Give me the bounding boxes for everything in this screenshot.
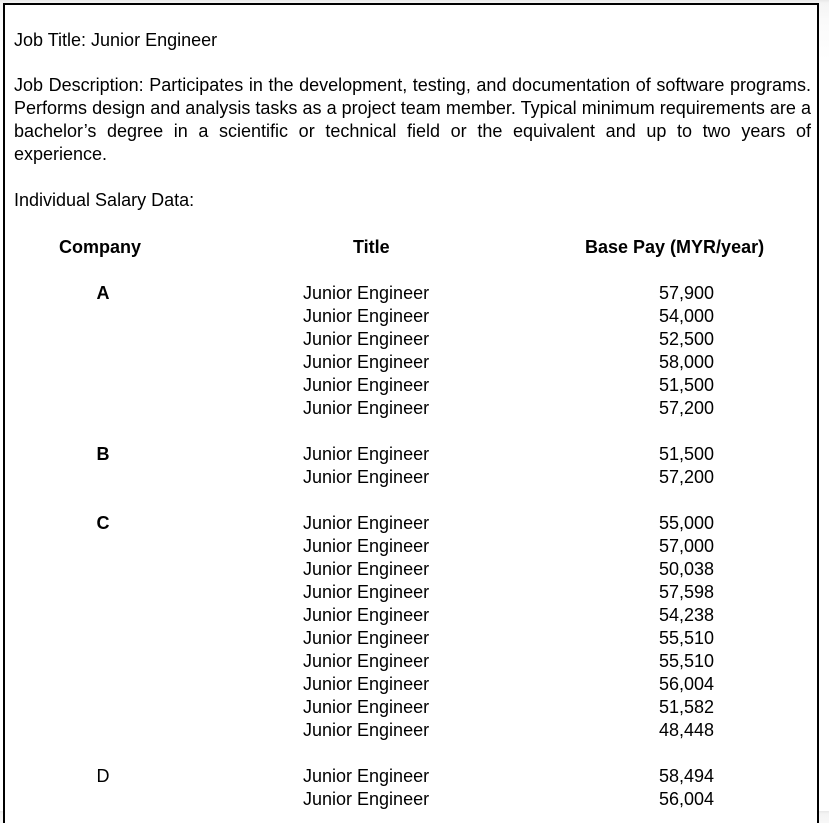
table-row xyxy=(5,765,821,788)
table-row xyxy=(5,696,821,719)
title-cell: Junior Engineer xyxy=(303,651,430,671)
pay-cell: 54,000 xyxy=(658,306,714,326)
title-cell: Junior Engineer xyxy=(303,467,430,487)
table-row xyxy=(5,443,821,466)
pay-cell: 55,510 xyxy=(658,651,714,671)
table-row xyxy=(5,282,821,305)
title-cell: Junior Engineer xyxy=(303,398,430,418)
group-spacer xyxy=(5,742,821,765)
table-row xyxy=(5,374,821,397)
group-spacer xyxy=(5,489,821,512)
document-page xyxy=(3,3,819,823)
company-group-b xyxy=(5,443,821,489)
company-label: B xyxy=(96,444,110,464)
table-row xyxy=(5,397,821,420)
company-group-a xyxy=(5,282,821,420)
job-description: Job Description: Participates in the development, testing, and documentation of software programs. Performs design and analysis tasks as a project team member. Typical minimum requirements are a bachelor’s degree in a scientific or technical field or the equivalent and up to two years of experience. xyxy=(14,75,811,164)
pay-cell: 56,004 xyxy=(658,674,714,694)
title-cell: Junior Engineer xyxy=(303,513,430,533)
pay-cell: 54,238 xyxy=(658,605,714,625)
title-cell: Junior Engineer xyxy=(303,582,430,602)
pay-cell: 52,500 xyxy=(658,329,714,349)
pay-cell: 55,000 xyxy=(658,513,714,533)
company-label: A xyxy=(96,283,110,303)
title-cell: Junior Engineer xyxy=(303,674,430,694)
pay-cell: 55,510 xyxy=(658,628,714,648)
pay-cell: 57,598 xyxy=(658,582,714,602)
pay-cell: 58,000 xyxy=(658,352,714,372)
title-cell: Junior Engineer xyxy=(303,720,430,740)
table-row xyxy=(5,719,821,742)
table-row xyxy=(5,328,821,351)
table-row xyxy=(5,788,821,811)
table-row xyxy=(5,627,821,650)
title-cell: Junior Engineer xyxy=(303,605,430,625)
table-row xyxy=(5,581,821,604)
column-header-title: Title xyxy=(353,237,390,257)
title-cell: Junior Engineer xyxy=(303,628,430,648)
pay-cell: 58,494 xyxy=(658,766,714,786)
table-row xyxy=(5,558,821,581)
company-label: C xyxy=(96,513,110,533)
title-cell: Junior Engineer xyxy=(303,766,430,786)
pay-cell: 48,448 xyxy=(658,720,714,740)
company-group-c xyxy=(5,512,821,742)
title-cell: Junior Engineer xyxy=(303,375,430,395)
company-group-d xyxy=(5,765,821,811)
table-row xyxy=(5,512,821,535)
title-cell: Junior Engineer xyxy=(303,352,430,372)
job-title: Job Title: Junior Engineer xyxy=(14,30,218,50)
table-row xyxy=(5,604,821,627)
title-cell: Junior Engineer xyxy=(303,283,430,303)
company-label: D xyxy=(96,766,110,786)
title-cell: Junior Engineer xyxy=(303,697,430,717)
title-cell: Junior Engineer xyxy=(303,329,430,349)
title-cell: Junior Engineer xyxy=(303,444,430,464)
title-cell: Junior Engineer xyxy=(303,559,430,579)
table-row xyxy=(5,535,821,558)
pay-cell: 51,500 xyxy=(658,375,714,395)
title-cell: Junior Engineer xyxy=(303,306,430,326)
pay-cell: 51,582 xyxy=(658,697,714,717)
pay-cell: 57,200 xyxy=(658,467,714,487)
pay-cell: 56,004 xyxy=(658,789,714,809)
group-spacer xyxy=(5,420,821,443)
table-row xyxy=(5,466,821,489)
pay-cell: 50,038 xyxy=(658,559,714,579)
column-header-base-pay: Base Pay (MYR/year) xyxy=(585,237,765,257)
pay-cell: 51,500 xyxy=(658,444,714,464)
salary-section-label: Individual Salary Data: xyxy=(14,190,195,210)
pay-cell: 57,900 xyxy=(658,283,714,303)
pay-cell: 57,000 xyxy=(658,536,714,556)
salary-table-body xyxy=(5,282,821,811)
column-header-company: Company xyxy=(59,237,142,257)
title-cell: Junior Engineer xyxy=(303,536,430,556)
table-row xyxy=(5,650,821,673)
title-cell: Junior Engineer xyxy=(303,789,430,809)
table-row xyxy=(5,351,821,374)
table-row xyxy=(5,673,821,696)
table-row xyxy=(5,305,821,328)
pay-cell: 57,200 xyxy=(658,398,714,418)
